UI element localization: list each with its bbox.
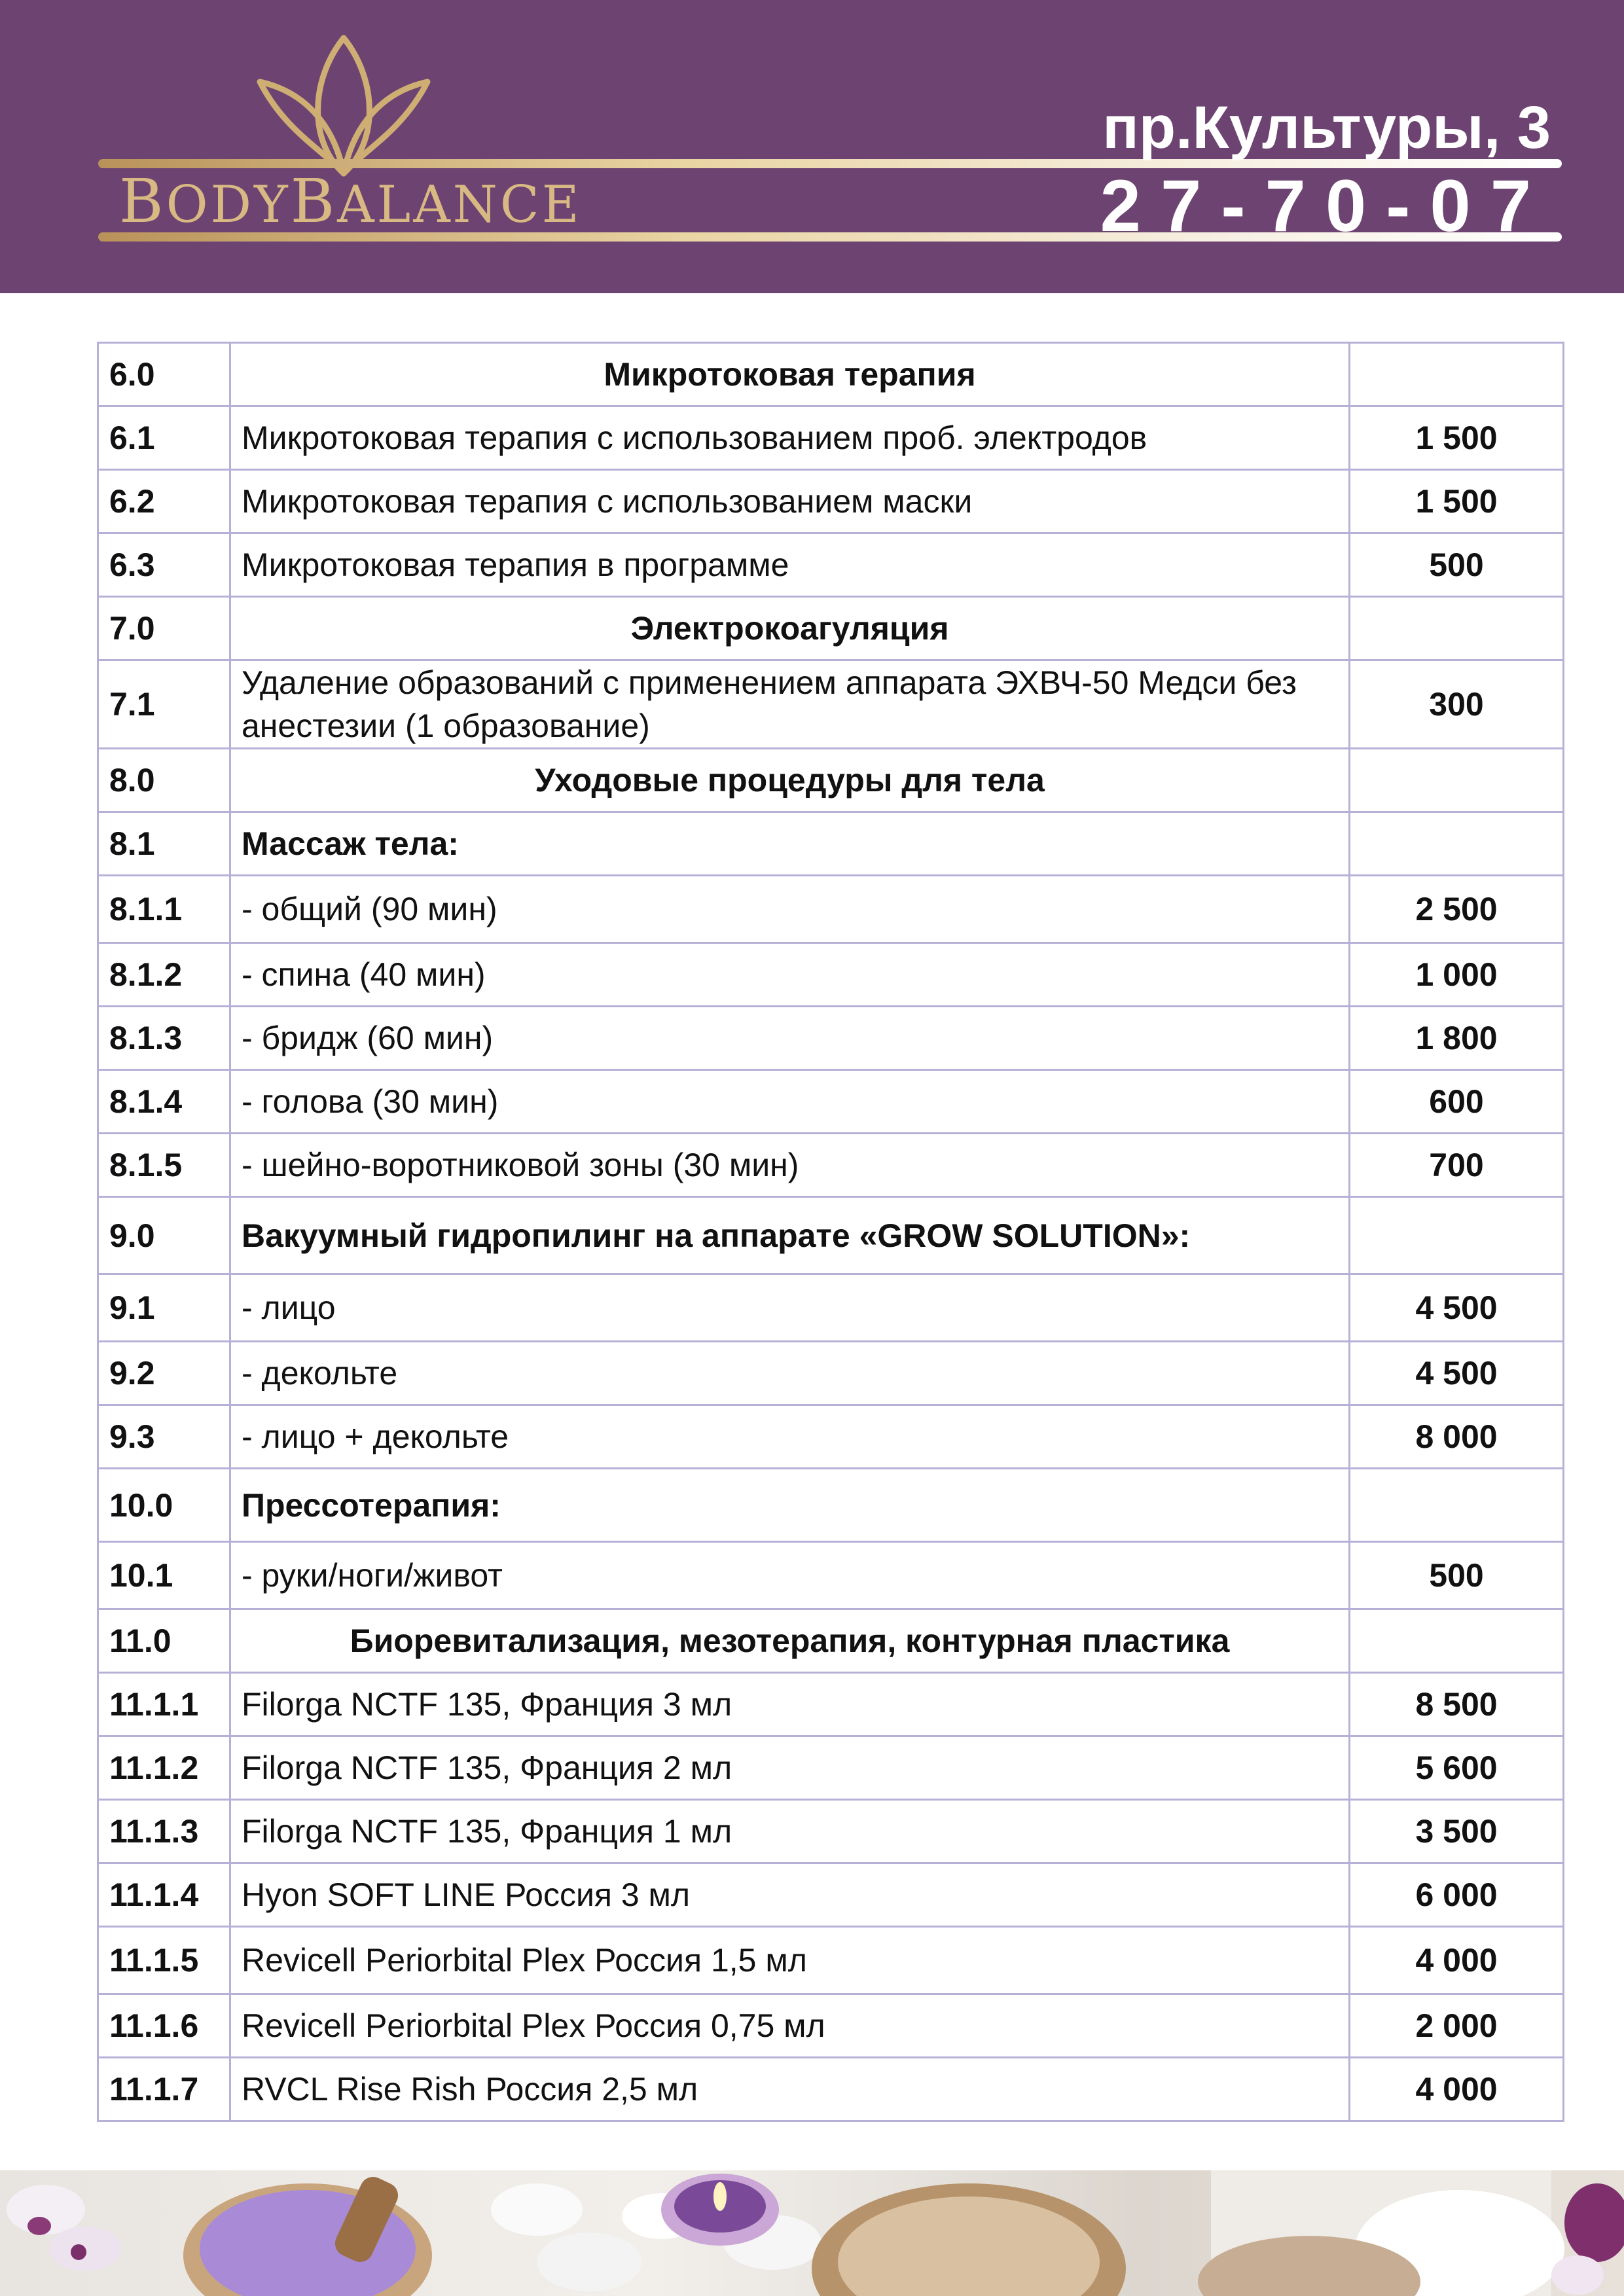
service-price: 2 500 bbox=[1350, 876, 1564, 943]
section-row bbox=[98, 812, 1564, 876]
table-row bbox=[98, 1134, 1564, 1197]
rolled-towels bbox=[1198, 2170, 1564, 2296]
item-number: 11.1.5 bbox=[98, 1927, 230, 1994]
section-title: Электрокоагуляция bbox=[230, 597, 1350, 660]
table-row bbox=[98, 533, 1564, 597]
service-price: 6 000 bbox=[1350, 1863, 1564, 1927]
service-name: Микротоковая терапия с использованием маски bbox=[230, 470, 1350, 533]
service-name: Микротоковая терапия в программе bbox=[230, 533, 1350, 597]
item-number: 6.0 bbox=[98, 343, 230, 406]
service-price: 600 bbox=[1350, 1070, 1564, 1134]
section-title: Массаж тела: bbox=[230, 812, 1350, 876]
spa-decor-photo bbox=[0, 2170, 1624, 2296]
service-name: Revicell Periorbital Plex Россия 1,5 мл bbox=[230, 1927, 1350, 1994]
brand-name: BODYBALANCE bbox=[119, 166, 582, 236]
orchid-flower-left bbox=[7, 2185, 121, 2271]
item-number: 6.3 bbox=[98, 533, 230, 597]
service-price bbox=[1350, 343, 1564, 406]
table-row bbox=[98, 1405, 1564, 1469]
service-name: - декольте bbox=[230, 1342, 1350, 1405]
item-number: 8.1.1 bbox=[98, 876, 230, 943]
service-price: 300 bbox=[1350, 660, 1564, 749]
service-name: - спина (40 мин) bbox=[230, 943, 1350, 1007]
lotus-logo-icon bbox=[245, 33, 442, 180]
service-price: 3 500 bbox=[1350, 1800, 1564, 1863]
service-name: - голова (30 мин) bbox=[230, 1070, 1350, 1134]
item-number: 8.1.4 bbox=[98, 1070, 230, 1134]
table-row bbox=[98, 1342, 1564, 1405]
section-row bbox=[98, 1469, 1564, 1542]
service-name: RVCL Rise Rish Россия 2,5 мл bbox=[230, 2058, 1350, 2121]
section-row bbox=[98, 749, 1564, 812]
table-row bbox=[98, 1927, 1564, 1994]
item-number: 8.1 bbox=[98, 812, 230, 876]
table-row bbox=[98, 876, 1564, 943]
service-name: - общий (90 мин) bbox=[230, 876, 1350, 943]
service-price: 8 500 bbox=[1350, 1673, 1564, 1736]
section-row bbox=[98, 343, 1564, 406]
table-row bbox=[98, 1542, 1564, 1609]
table-row bbox=[98, 1007, 1564, 1070]
service-name: Filorga NCTF 135, Франция 3 мл bbox=[230, 1673, 1350, 1736]
item-number: 11.1.2 bbox=[98, 1736, 230, 1800]
service-price: 4 000 bbox=[1350, 1927, 1564, 1994]
item-number: 11.1.1 bbox=[98, 1673, 230, 1736]
service-name: - руки/ноги/живот bbox=[230, 1542, 1350, 1609]
table-row bbox=[98, 1274, 1564, 1342]
table-row bbox=[98, 660, 1564, 749]
section-title: Микротоковая терапия bbox=[230, 343, 1350, 406]
section-title: Биоревитализация, мезотерапия, контурная пластика bbox=[230, 1609, 1350, 1673]
section-title: Прессотерапия: bbox=[230, 1469, 1350, 1542]
item-number: 8.1.2 bbox=[98, 943, 230, 1007]
service-price: 500 bbox=[1350, 533, 1564, 597]
section-title: Уходовые процедуры для тела bbox=[230, 749, 1350, 812]
price-table bbox=[97, 342, 1564, 2122]
service-name: Hyon SOFT LINE Россия 3 мл bbox=[230, 1863, 1350, 1927]
item-number: 9.1 bbox=[98, 1274, 230, 1342]
service-price bbox=[1350, 812, 1564, 876]
header-banner bbox=[0, 0, 1624, 293]
service-name: - лицо + декольте bbox=[230, 1405, 1350, 1469]
item-number: 11.0 bbox=[98, 1609, 230, 1673]
item-number: 11.1.6 bbox=[98, 1994, 230, 2058]
table-row bbox=[98, 1863, 1564, 1927]
table-row bbox=[98, 406, 1564, 470]
service-price: 4 000 bbox=[1350, 2058, 1564, 2121]
service-name: Удаление образований с применением аппарата ЭХВЧ-50 Медси без анестезии (1 образование) bbox=[230, 660, 1350, 749]
lavender-salt-bowl bbox=[183, 2172, 432, 2296]
table-row bbox=[98, 1994, 1564, 2058]
item-number: 11.1.4 bbox=[98, 1863, 230, 1927]
service-price: 1 000 bbox=[1350, 943, 1564, 1007]
service-name: - шейно-воротниковой зоны (30 мин) bbox=[230, 1134, 1350, 1197]
item-number: 10.1 bbox=[98, 1542, 230, 1609]
table-row bbox=[98, 1673, 1564, 1736]
service-name: Filorga NCTF 135, Франция 2 мл bbox=[230, 1736, 1350, 1800]
wicker-basket bbox=[812, 2183, 1126, 2296]
service-price: 500 bbox=[1350, 1542, 1564, 1609]
service-price: 4 500 bbox=[1350, 1274, 1564, 1342]
service-price bbox=[1350, 1469, 1564, 1542]
table-row bbox=[98, 1736, 1564, 1800]
item-number: 11.1.3 bbox=[98, 1800, 230, 1863]
table-row bbox=[98, 1070, 1564, 1134]
service-name: - лицо bbox=[230, 1274, 1350, 1342]
service-price: 5 600 bbox=[1350, 1736, 1564, 1800]
item-number: 7.1 bbox=[98, 660, 230, 749]
item-number: 8.1.5 bbox=[98, 1134, 230, 1197]
phone-number: 27-70-07 bbox=[1100, 165, 1551, 247]
service-name: - бридж (60 мин) bbox=[230, 1007, 1350, 1070]
service-price: 1 500 bbox=[1350, 470, 1564, 533]
item-number: 9.2 bbox=[98, 1342, 230, 1405]
item-number: 9.3 bbox=[98, 1405, 230, 1469]
item-number: 10.0 bbox=[98, 1469, 230, 1542]
service-price: 8 000 bbox=[1350, 1405, 1564, 1469]
table-row bbox=[98, 943, 1564, 1007]
service-price: 700 bbox=[1350, 1134, 1564, 1197]
table-row bbox=[98, 1800, 1564, 1863]
service-price bbox=[1350, 1197, 1564, 1274]
purple-candle bbox=[661, 2174, 779, 2246]
section-title: Вакуумный гидропилинг на аппарате «GROW SOLUTION»: bbox=[230, 1197, 1350, 1274]
item-number: 7.0 bbox=[98, 597, 230, 660]
section-row bbox=[98, 597, 1564, 660]
service-price: 1 800 bbox=[1350, 1007, 1564, 1070]
service-price bbox=[1350, 597, 1564, 660]
table-row bbox=[98, 2058, 1564, 2121]
service-price bbox=[1350, 1609, 1564, 1673]
item-number: 9.0 bbox=[98, 1197, 230, 1274]
service-price: 1 500 bbox=[1350, 406, 1564, 470]
address-text: пр.Культуры, 3 bbox=[1102, 94, 1551, 161]
item-number: 8.0 bbox=[98, 749, 230, 812]
item-number: 8.1.3 bbox=[98, 1007, 230, 1070]
service-name: Revicell Periorbital Plex Россия 0,75 мл bbox=[230, 1994, 1350, 2058]
section-row bbox=[98, 1197, 1564, 1274]
service-price: 2 000 bbox=[1350, 1994, 1564, 2058]
service-price: 4 500 bbox=[1350, 1342, 1564, 1405]
item-number: 11.1.7 bbox=[98, 2058, 230, 2121]
service-price bbox=[1350, 749, 1564, 812]
section-row bbox=[98, 1609, 1564, 1673]
service-name: Микротоковая терапия с использованием проб. электродов bbox=[230, 406, 1350, 470]
table-row bbox=[98, 470, 1564, 533]
item-number: 6.2 bbox=[98, 470, 230, 533]
service-name: Filorga NCTF 135, Франция 1 мл bbox=[230, 1800, 1350, 1863]
item-number: 6.1 bbox=[98, 406, 230, 470]
